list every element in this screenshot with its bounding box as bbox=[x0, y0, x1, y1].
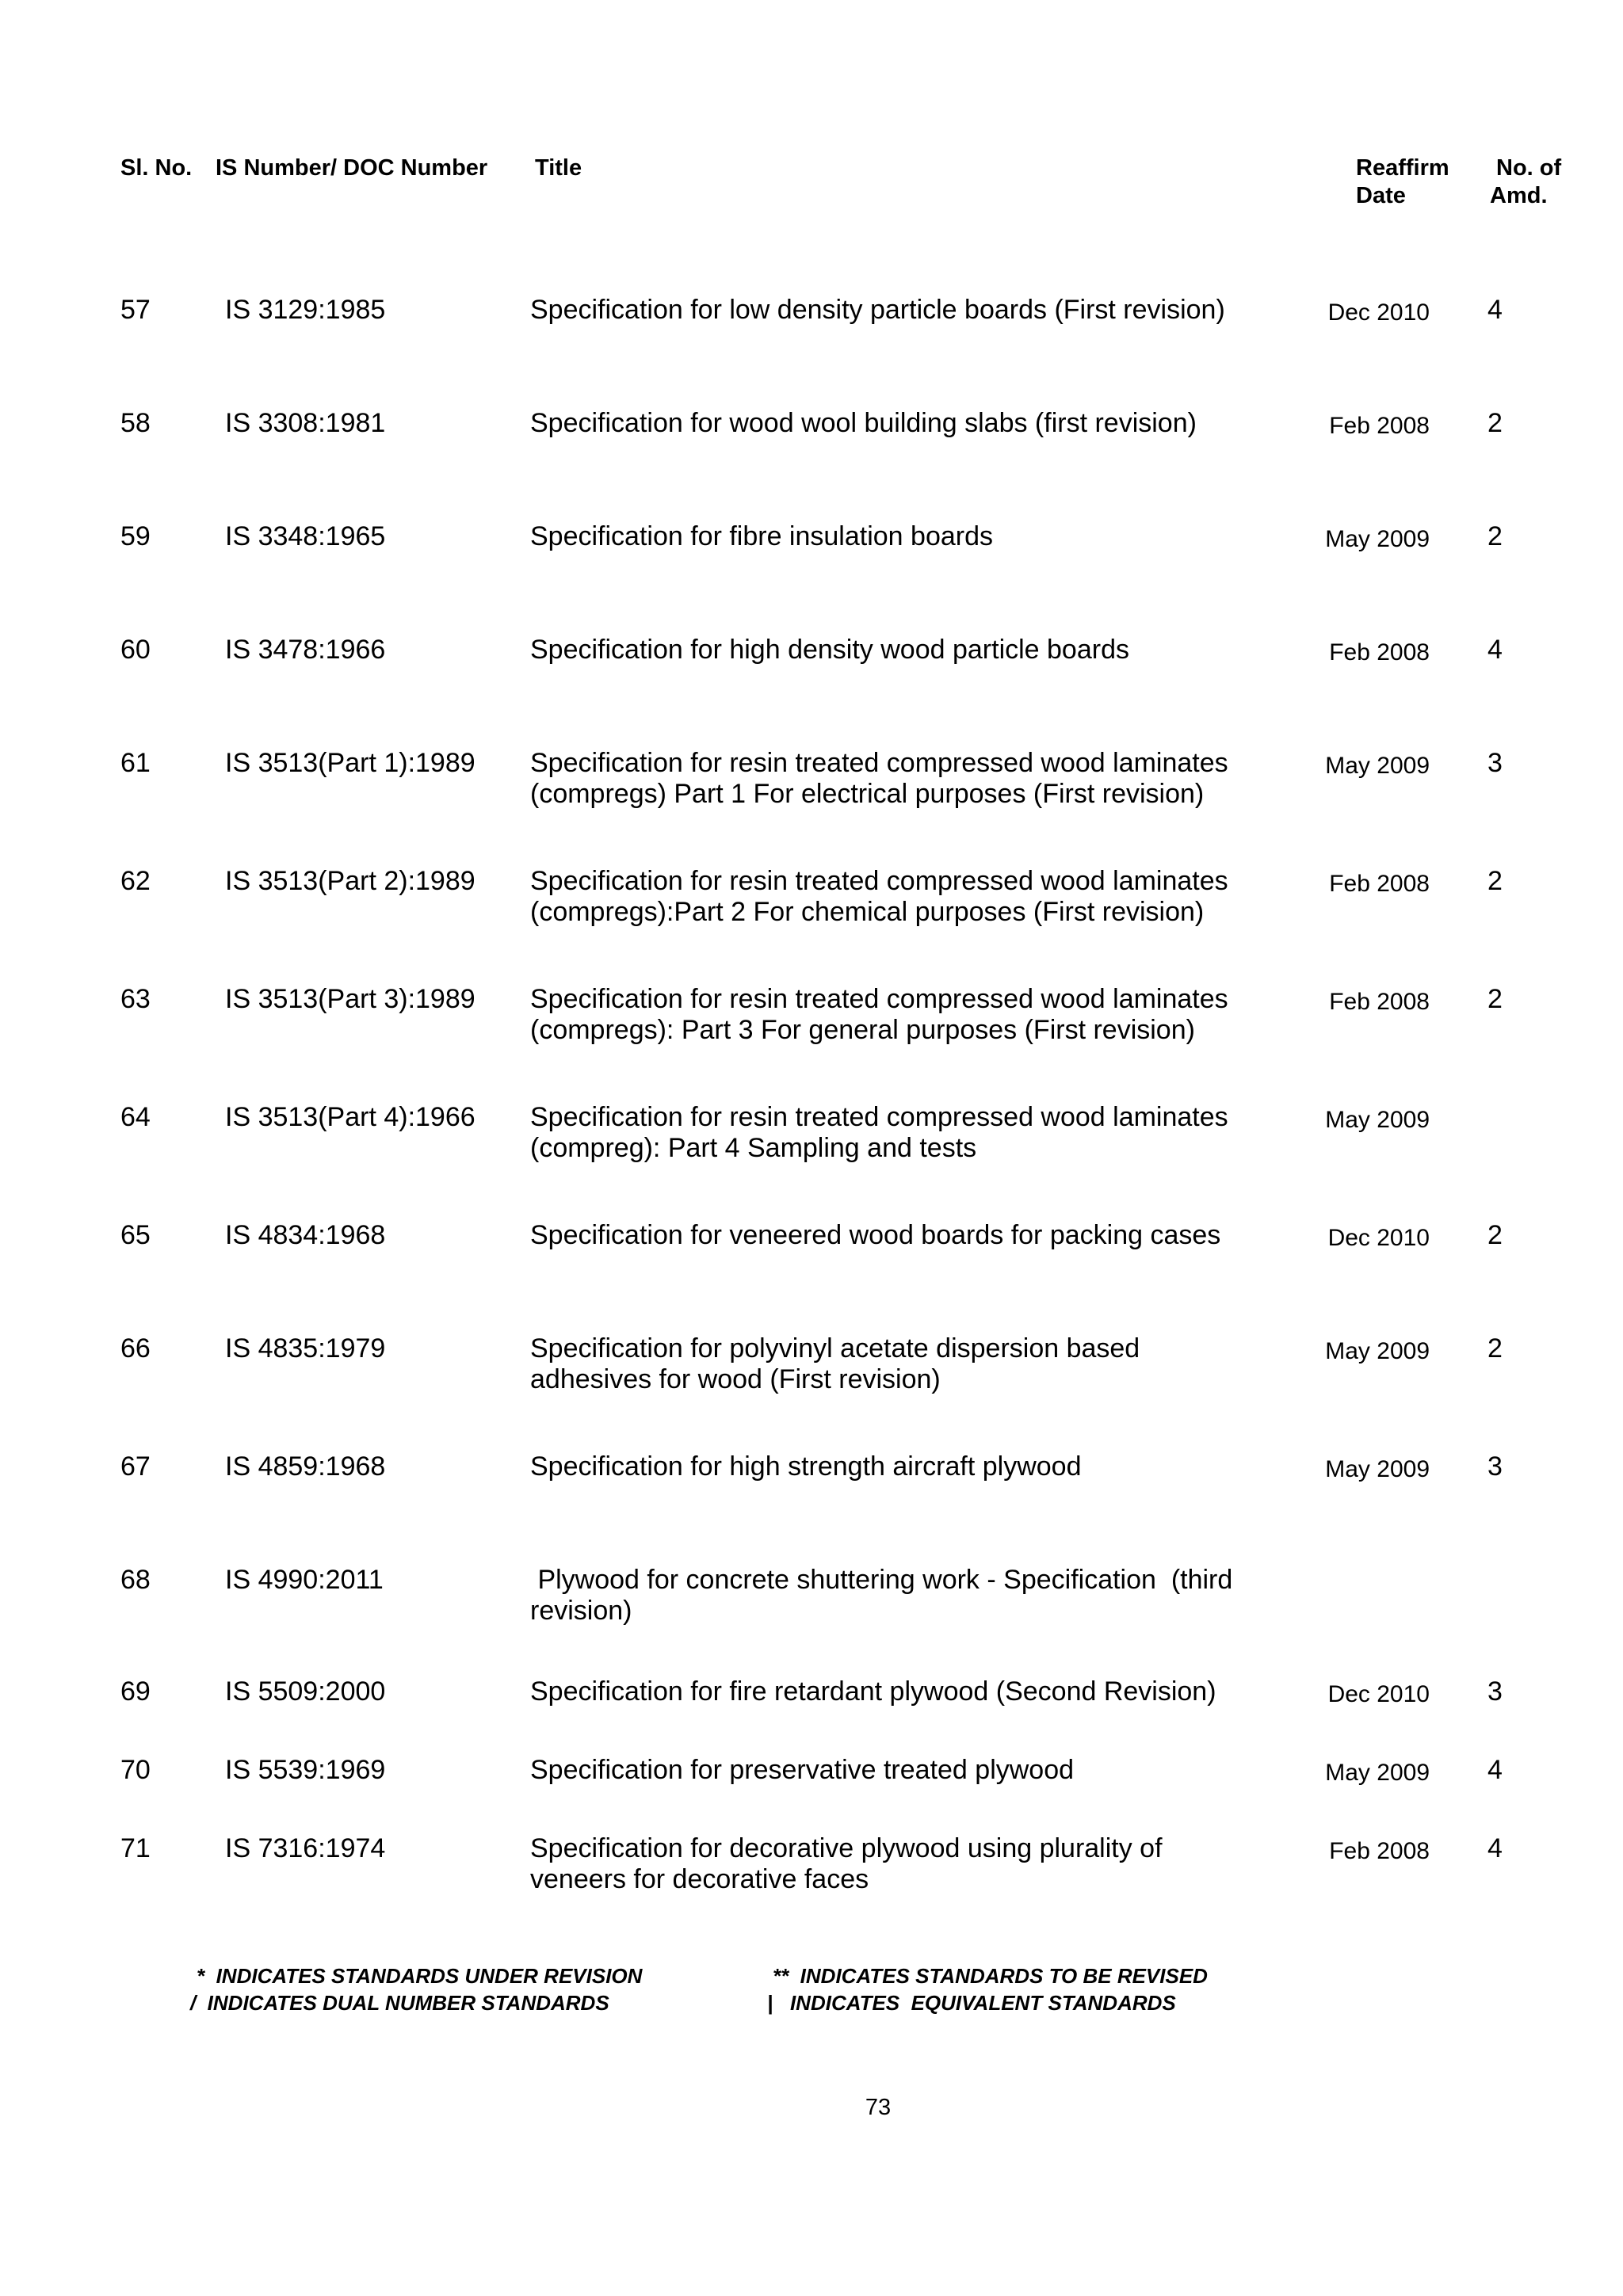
is-number-cell: IS 3513(Part 4):1966 bbox=[225, 1102, 475, 1132]
sl-no-cell: 61 bbox=[120, 748, 151, 778]
sl-no-cell: 67 bbox=[120, 1451, 151, 1482]
sl-no-cell: 57 bbox=[120, 295, 151, 325]
reaffirm-date-cell: Feb 2008 bbox=[1329, 413, 1430, 439]
header-no-of-amd-line2: Amd. bbox=[1490, 183, 1548, 208]
is-number-cell: IS 4990:2011 bbox=[225, 1565, 384, 1595]
legend-to-be-revised: ** INDICATES STANDARDS TO BE REVISED bbox=[773, 1964, 1208, 1988]
title-cell: Specification for veneered wood boards for packing cases bbox=[530, 1220, 1221, 1250]
sl-no-cell: 59 bbox=[120, 521, 151, 551]
is-number-cell: IS 5539:1969 bbox=[225, 1755, 386, 1785]
sl-no-cell: 62 bbox=[120, 866, 151, 896]
amd-count-cell: 2 bbox=[1487, 408, 1503, 438]
amd-count-cell: 3 bbox=[1487, 748, 1503, 778]
sl-no-cell: 70 bbox=[120, 1755, 151, 1785]
title-cell: Specification for low density particle boards (First revision) bbox=[530, 295, 1225, 325]
is-number-cell: IS 5509:2000 bbox=[225, 1676, 386, 1707]
amd-count-cell: 4 bbox=[1487, 295, 1503, 325]
title-cell: Specification for resin treated compressed wood laminates (compregs) Part 1 For electrical purposes (First revision) bbox=[530, 748, 1228, 809]
amd-count-cell: 2 bbox=[1487, 521, 1503, 551]
legend-equivalent: | INDICATES EQUIVALENT STANDARDS bbox=[767, 1991, 1176, 2015]
title-cell: Specification for high strength aircraft plywood bbox=[530, 1451, 1082, 1482]
is-number-cell: IS 4835:1979 bbox=[225, 1333, 386, 1363]
is-number-cell: IS 7316:1974 bbox=[225, 1833, 386, 1863]
amd-count-cell: 4 bbox=[1487, 635, 1503, 665]
reaffirm-date-cell: Dec 2010 bbox=[1327, 1225, 1430, 1251]
reaffirm-date-cell: Dec 2010 bbox=[1327, 1681, 1430, 1707]
legend-under-revision: * INDICATES STANDARDS UNDER REVISION bbox=[197, 1964, 643, 1988]
reaffirm-date-cell: Feb 2008 bbox=[1329, 989, 1430, 1015]
reaffirm-date-cell: May 2009 bbox=[1325, 753, 1430, 779]
is-number-cell: IS 3348:1965 bbox=[225, 521, 386, 551]
amd-count-cell: 4 bbox=[1487, 1833, 1503, 1863]
reaffirm-date-cell: May 2009 bbox=[1325, 1456, 1430, 1482]
amd-count-cell: 2 bbox=[1487, 984, 1503, 1014]
title-cell: Specification for high density wood particle boards bbox=[530, 635, 1129, 665]
amd-count-cell: 2 bbox=[1487, 1220, 1503, 1250]
is-number-cell: IS 3478:1966 bbox=[225, 635, 386, 665]
amd-count-cell: 2 bbox=[1487, 1333, 1503, 1363]
sl-no-cell: 69 bbox=[120, 1676, 151, 1707]
title-cell: Specification for decorative plywood using plurality of veneers for decorative faces bbox=[530, 1833, 1163, 1894]
title-cell: Specification for resin treated compressed wood laminates (compreg): Part 4 Sampling and tests bbox=[530, 1102, 1228, 1163]
title-cell: Specification for polyvinyl acetate dispersion based adhesives for wood (First revision) bbox=[530, 1333, 1140, 1394]
sl-no-cell: 58 bbox=[120, 408, 151, 438]
sl-no-cell: 60 bbox=[120, 635, 151, 665]
is-number-cell: IS 3513(Part 3):1989 bbox=[225, 984, 475, 1014]
is-number-cell: IS 4859:1968 bbox=[225, 1451, 386, 1482]
is-number-cell: IS 3513(Part 1):1989 bbox=[225, 748, 475, 778]
reaffirm-date-cell: May 2009 bbox=[1325, 1107, 1430, 1133]
reaffirm-date-cell: Feb 2008 bbox=[1329, 1838, 1430, 1864]
is-number-cell: IS 4834:1968 bbox=[225, 1220, 386, 1250]
reaffirm-date-cell: Feb 2008 bbox=[1329, 871, 1430, 897]
reaffirm-date-cell: May 2009 bbox=[1325, 1338, 1430, 1364]
header-no-of-amd-line1: No. of bbox=[1496, 155, 1562, 181]
header-no-of-amd bbox=[1490, 154, 1561, 210]
amd-count-cell: 3 bbox=[1487, 1676, 1503, 1707]
header-reaffirm-date bbox=[1356, 154, 1449, 210]
legend-dual-number: / INDICATES DUAL NUMBER STANDARDS bbox=[190, 1991, 609, 2015]
reaffirm-date-cell: May 2009 bbox=[1325, 1760, 1430, 1786]
title-cell: Specification for resin treated compressed wood laminates (compregs):Part 2 For chemical purposes (First revision) bbox=[530, 866, 1228, 927]
amd-count-cell: 3 bbox=[1487, 1451, 1503, 1482]
header-is-number: IS Number/ DOC Number bbox=[216, 155, 488, 181]
header-reaffirm-date-line1: Reaffirm bbox=[1356, 155, 1449, 181]
is-number-cell: IS 3308:1981 bbox=[225, 408, 386, 438]
sl-no-cell: 64 bbox=[120, 1102, 151, 1132]
header-sl-no: Sl. No. bbox=[120, 155, 193, 181]
sl-no-cell: 63 bbox=[120, 984, 151, 1014]
amd-count-cell: 2 bbox=[1487, 866, 1503, 896]
reaffirm-date-cell: May 2009 bbox=[1325, 526, 1430, 552]
reaffirm-date-cell: Feb 2008 bbox=[1329, 639, 1430, 666]
page-number: 73 bbox=[865, 2095, 892, 2120]
title-cell: Specification for resin treated compressed wood laminates (compregs): Part 3 For general purposes (First revision) bbox=[530, 984, 1228, 1045]
is-number-cell: IS 3513(Part 2):1989 bbox=[225, 866, 475, 896]
sl-no-cell: 65 bbox=[120, 1220, 151, 1250]
sl-no-cell: 68 bbox=[120, 1565, 151, 1595]
title-cell: Specification for preservative treated plywood bbox=[530, 1755, 1075, 1785]
title-cell: Specification for wood wool building slabs (first revision) bbox=[530, 408, 1197, 438]
sl-no-cell: 71 bbox=[120, 1833, 151, 1863]
is-number-cell: IS 3129:1985 bbox=[225, 295, 386, 325]
header-title: Title bbox=[535, 155, 582, 181]
header-reaffirm-date-line2: Date bbox=[1356, 183, 1406, 208]
sl-no-cell: 66 bbox=[120, 1333, 151, 1363]
title-cell: Specification for fibre insulation boards bbox=[530, 521, 993, 551]
title-cell: Specification for fire retardant plywood (Second Revision) bbox=[530, 1676, 1216, 1707]
reaffirm-date-cell: Dec 2010 bbox=[1327, 299, 1430, 326]
amd-count-cell: 4 bbox=[1487, 1755, 1503, 1785]
title-cell: Plywood for concrete shuttering work - Specification (third revision) bbox=[530, 1565, 1240, 1626]
